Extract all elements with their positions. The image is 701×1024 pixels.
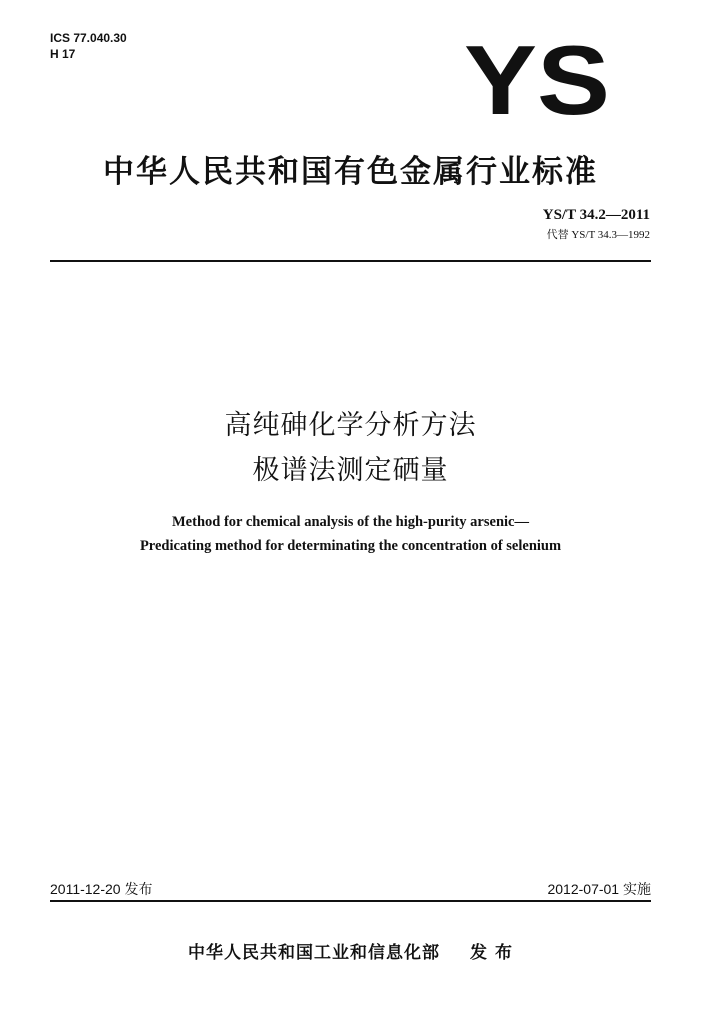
title-cn-line1: 高纯砷化学分析方法 xyxy=(224,410,477,441)
title-en-line1: Method for chemical analysis of the high-purity arsenic— xyxy=(172,514,529,530)
implementation-date: 2012-07-01 实施 xyxy=(547,881,651,897)
classification-code: H 17 xyxy=(50,47,76,61)
ics-block xyxy=(50,30,127,62)
publisher-action: 发 布 xyxy=(470,943,513,963)
standard-code: YS/T 34.2—2011 xyxy=(542,207,650,223)
publisher-name: 中华人民共和国工业和信息化部 xyxy=(188,943,441,963)
footer-divider xyxy=(50,900,651,902)
ys-logo xyxy=(464,38,610,120)
header-divider xyxy=(50,260,651,262)
issue-date: 2011-12-20 发布 xyxy=(50,881,153,897)
replaces-standard: 代替 YS/T 34.3—1992 xyxy=(546,229,650,241)
ys-logo-text: YS xyxy=(464,38,610,120)
ics-code: ICS 77.040.30 xyxy=(50,31,127,45)
title-cn-line2: 极谱法测定硒量 xyxy=(252,455,449,486)
publisher-line xyxy=(0,938,701,963)
organization-title: 中华人民共和国有色金属行业标准 xyxy=(103,154,598,190)
title-en-line2: Predicating method for determinating the concentration of selenium xyxy=(139,538,562,554)
